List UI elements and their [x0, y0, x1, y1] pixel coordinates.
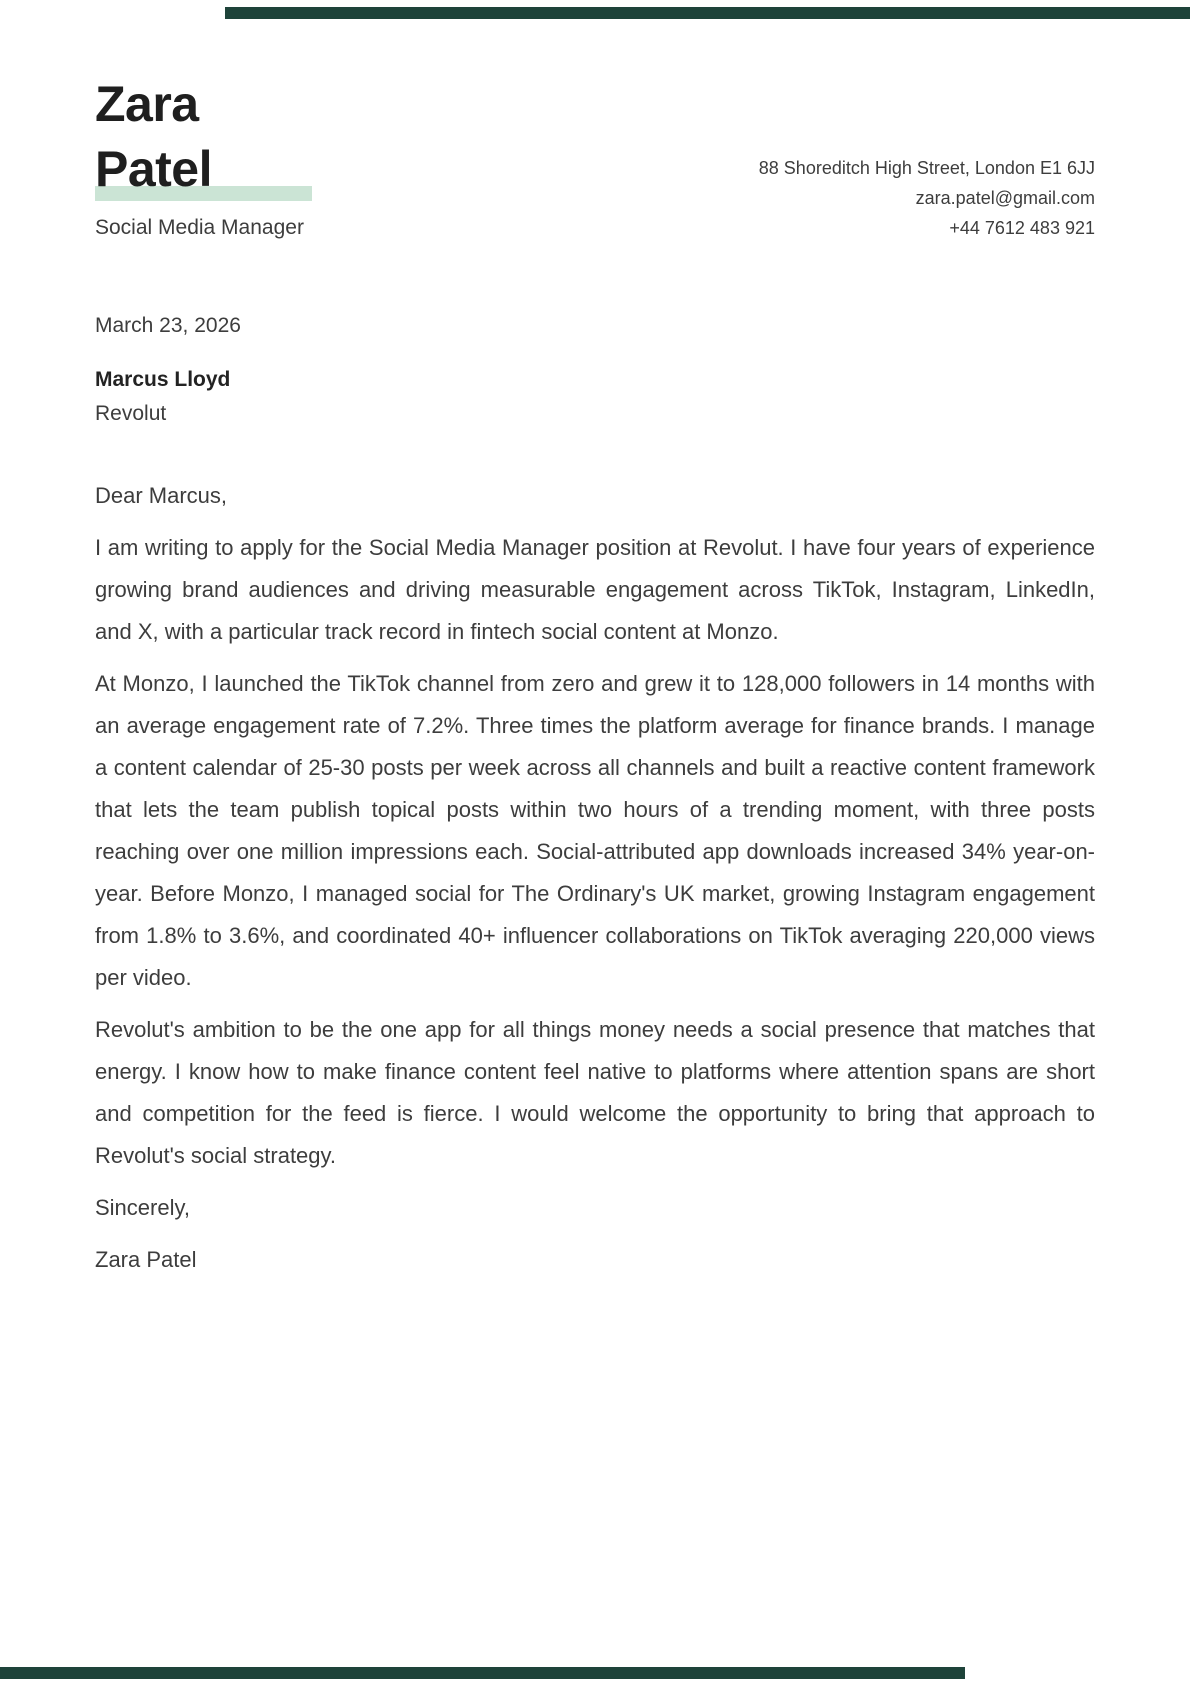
recipient-company: Revolut [95, 402, 167, 425]
salutation: Dear Marcus, [95, 483, 228, 508]
recipient-block [95, 363, 1095, 431]
recipient-name: Marcus Lloyd [95, 368, 231, 391]
contact-phone: +44 7612 483 921 [949, 218, 1095, 238]
contact-email: zara.patel@gmail.com [915, 188, 1095, 208]
applicant-name [95, 72, 304, 202]
page-content [95, 0, 1095, 1281]
applicant-last-name-row [95, 137, 212, 202]
applicant-last-name: Patel [95, 141, 213, 197]
body-paragraph: Revolut's ambition to be the one app for all things money needs a social presence that matches that energy. I know how to make finance content feel native to platforms where attention spans are short and competition for the feed is fierce. I would welcome the opportunity to bring that approach to Revolut's social strategy. [95, 1017, 1095, 1168]
bottom-accent-bar [0, 1667, 965, 1679]
applicant-first-name: Zara [95, 76, 199, 132]
body-paragraph: At Monzo, I launched the TikTok channel from zero and grew it to 128,000 followers in 14 months with an average engagement rate of 7.2%. Three times the platform average for finance brands. I manage a content calendar of 25-30 posts per week across all channels and built a reactive content framework that lets the team publish topical posts within two hours of a trending moment, with three posts reaching over one million impressions each. Social-attributed app downloads increased 34% year-on-year. Before Monzo, I managed social for The Ordinary's UK market, growing Instagram engagement from 1.8% to 3.6%, and coordinated 40+ influencer collaborations on TikTok averaging 220,000 views per video. [95, 671, 1095, 990]
signature: Zara Patel [95, 1247, 197, 1272]
letter-body [95, 527, 1095, 1177]
letter-header [95, 72, 1095, 243]
contact-address: 88 Shoreditch High Street, London E1 6JJ [758, 158, 1095, 178]
job-title: Social Media Manager [95, 216, 304, 239]
closing: Sincerely, [95, 1195, 190, 1220]
contact-block [759, 153, 1095, 243]
letter-date: March 23, 2026 [95, 314, 241, 337]
body-paragraph: I am writing to apply for the Social Media Manager position at Revolut. I have four years of experience growing brand audiences and driving measurable engagement across TikTok, Instagram, LinkedIn, and X, with a particular track record in fintech social content at Monzo. [95, 535, 1095, 644]
name-block [95, 72, 304, 242]
